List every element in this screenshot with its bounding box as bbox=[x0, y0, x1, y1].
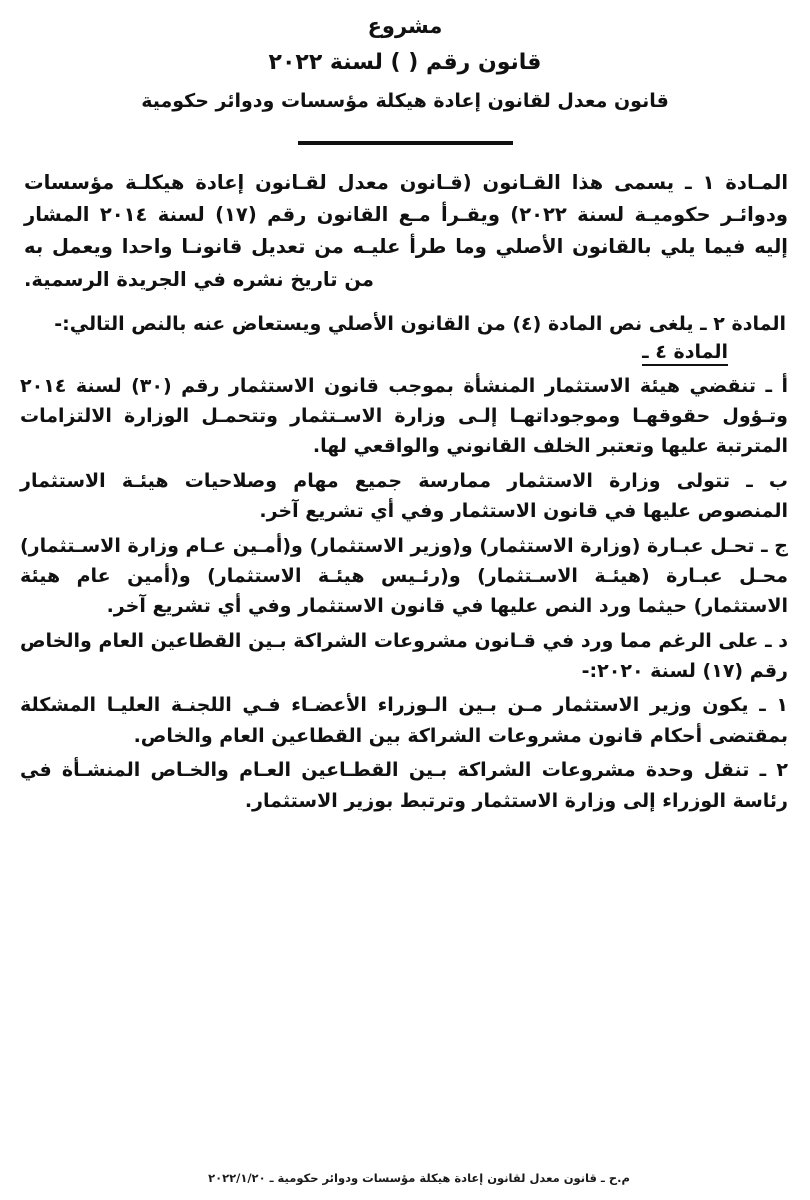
numbered-item-1-text: يكون وزير الاستثمار مـن بـين الـوزراء الأعضـاء فـي اللجنـة العليـا المشكلة بمقتضى أحكام قانون مشروعات الشراكة بين القطاعين العام والخاص. bbox=[20, 694, 788, 747]
clause-alef-text: تنقضي هيئة الاستثمار المنشأة بموجب قانون الاستثمار رقم (٣٠) لسنة ٢٠١٤ وتـؤول حقوقهـا وموجوداتهـا إلـى وزارة الاسـتثمار وتتحمـل الوزارة الالتزامات المترتبة عليها وتعتبر الخلف القانوني والواقعي لها. bbox=[20, 374, 788, 458]
document-law-number: قانون رقم ( ) لسنة ٢٠٢٢ bbox=[268, 50, 542, 76]
clause-dal-text: على الرغم مما ورد في قـانون مشروعات الشراكة بـين القطاعين العام والخاص رقم (١٧) لسنة ٢٠٢٠:- bbox=[20, 629, 788, 683]
document-body bbox=[0, 167, 810, 816]
clause-alef-marker: أ ـ bbox=[765, 374, 789, 397]
numbered-item-2-text: تنقل وحدة مشروعات الشراكة بـين القطـاعين العـام والخـاص المنشـأة في رئاسة الوزراء إلى وزارة الاستثمار وترتبط بوزير الاستثمار. bbox=[20, 759, 788, 812]
clause-ba bbox=[20, 466, 788, 527]
document-header bbox=[0, 0, 810, 145]
article-1-paragraph: المـادة ١ ـ يسمى هذا القـانون (قـانون معدل لقـانون إعادة هيكلـة مؤسسات ودوائـر حكوميـة لسنة ٢٠٢٢) ويقـرأ مـع القانون رقم (١٧) لسنة ٢٠١٤ المشار إليه فيما يلي بالقانون الأصلي وما طرأ عليـه من تعديل قانونـا واحدا ويعمل به من تاريخ نشره في الجريدة الرسمية. bbox=[24, 170, 789, 291]
numbered-item-2 bbox=[20, 755, 788, 816]
document-kicker: مشروع bbox=[367, 14, 443, 38]
clause-jeem bbox=[20, 531, 788, 622]
numbered-item-1-marker: ١ ـ bbox=[759, 694, 788, 717]
numbered-item-1 bbox=[20, 690, 788, 751]
clause-ba-text: تتولى وزارة الاستثمار ممارسة جميع مهام وصلاحيات هيئـة الاستثمار المنصوص عليها في قانون الاستثمار وفي أي تشريع آخر. bbox=[20, 469, 788, 523]
header-divider bbox=[298, 141, 513, 145]
section-heading-article-4 bbox=[20, 341, 788, 363]
footer-reference-text: م.ح ـ قانون معدل لقانون إعادة هيكلة مؤسسات ودوائر حكومية ـ ٢٠٢٢/١/٢٠ bbox=[208, 1171, 630, 1185]
article-2-paragraph: المادة ٢ ـ يلغى نص المادة (٤) من القانون الأصلي ويستعاض عنه بالنص التالي:- bbox=[54, 313, 786, 336]
clause-dal-marker: د ـ bbox=[765, 629, 788, 652]
clause-jeem-marker: ج ـ bbox=[761, 534, 788, 557]
document-subtitle: قانون معدل لقانون إعادة هيكلة مؤسسات ودوائر حكومية bbox=[141, 90, 669, 113]
numbered-item-2-marker: ٢ ـ bbox=[759, 759, 789, 782]
clause-ba-marker: ب ـ bbox=[746, 469, 788, 492]
clause-jeem-text: تحـل عبـارة (وزارة الاستثمار) و(وزير الاستثمار) و(أمـين عـام وزارة الاسـتثمار) محـل عبـارة (هيئـة الاسـتثمار) و(رئـيس هيئـة الاستثمار) و(أمين عام هيئة الاستثمار) حيثما ورد النص عليها في قانون الاستثمار وفي أي تشريع آخر. bbox=[20, 534, 788, 618]
section-heading-label: المادة ٤ ـ bbox=[642, 341, 728, 366]
clause-alef bbox=[20, 371, 788, 462]
clause-dal bbox=[20, 626, 788, 687]
document-footer bbox=[0, 1167, 810, 1186]
